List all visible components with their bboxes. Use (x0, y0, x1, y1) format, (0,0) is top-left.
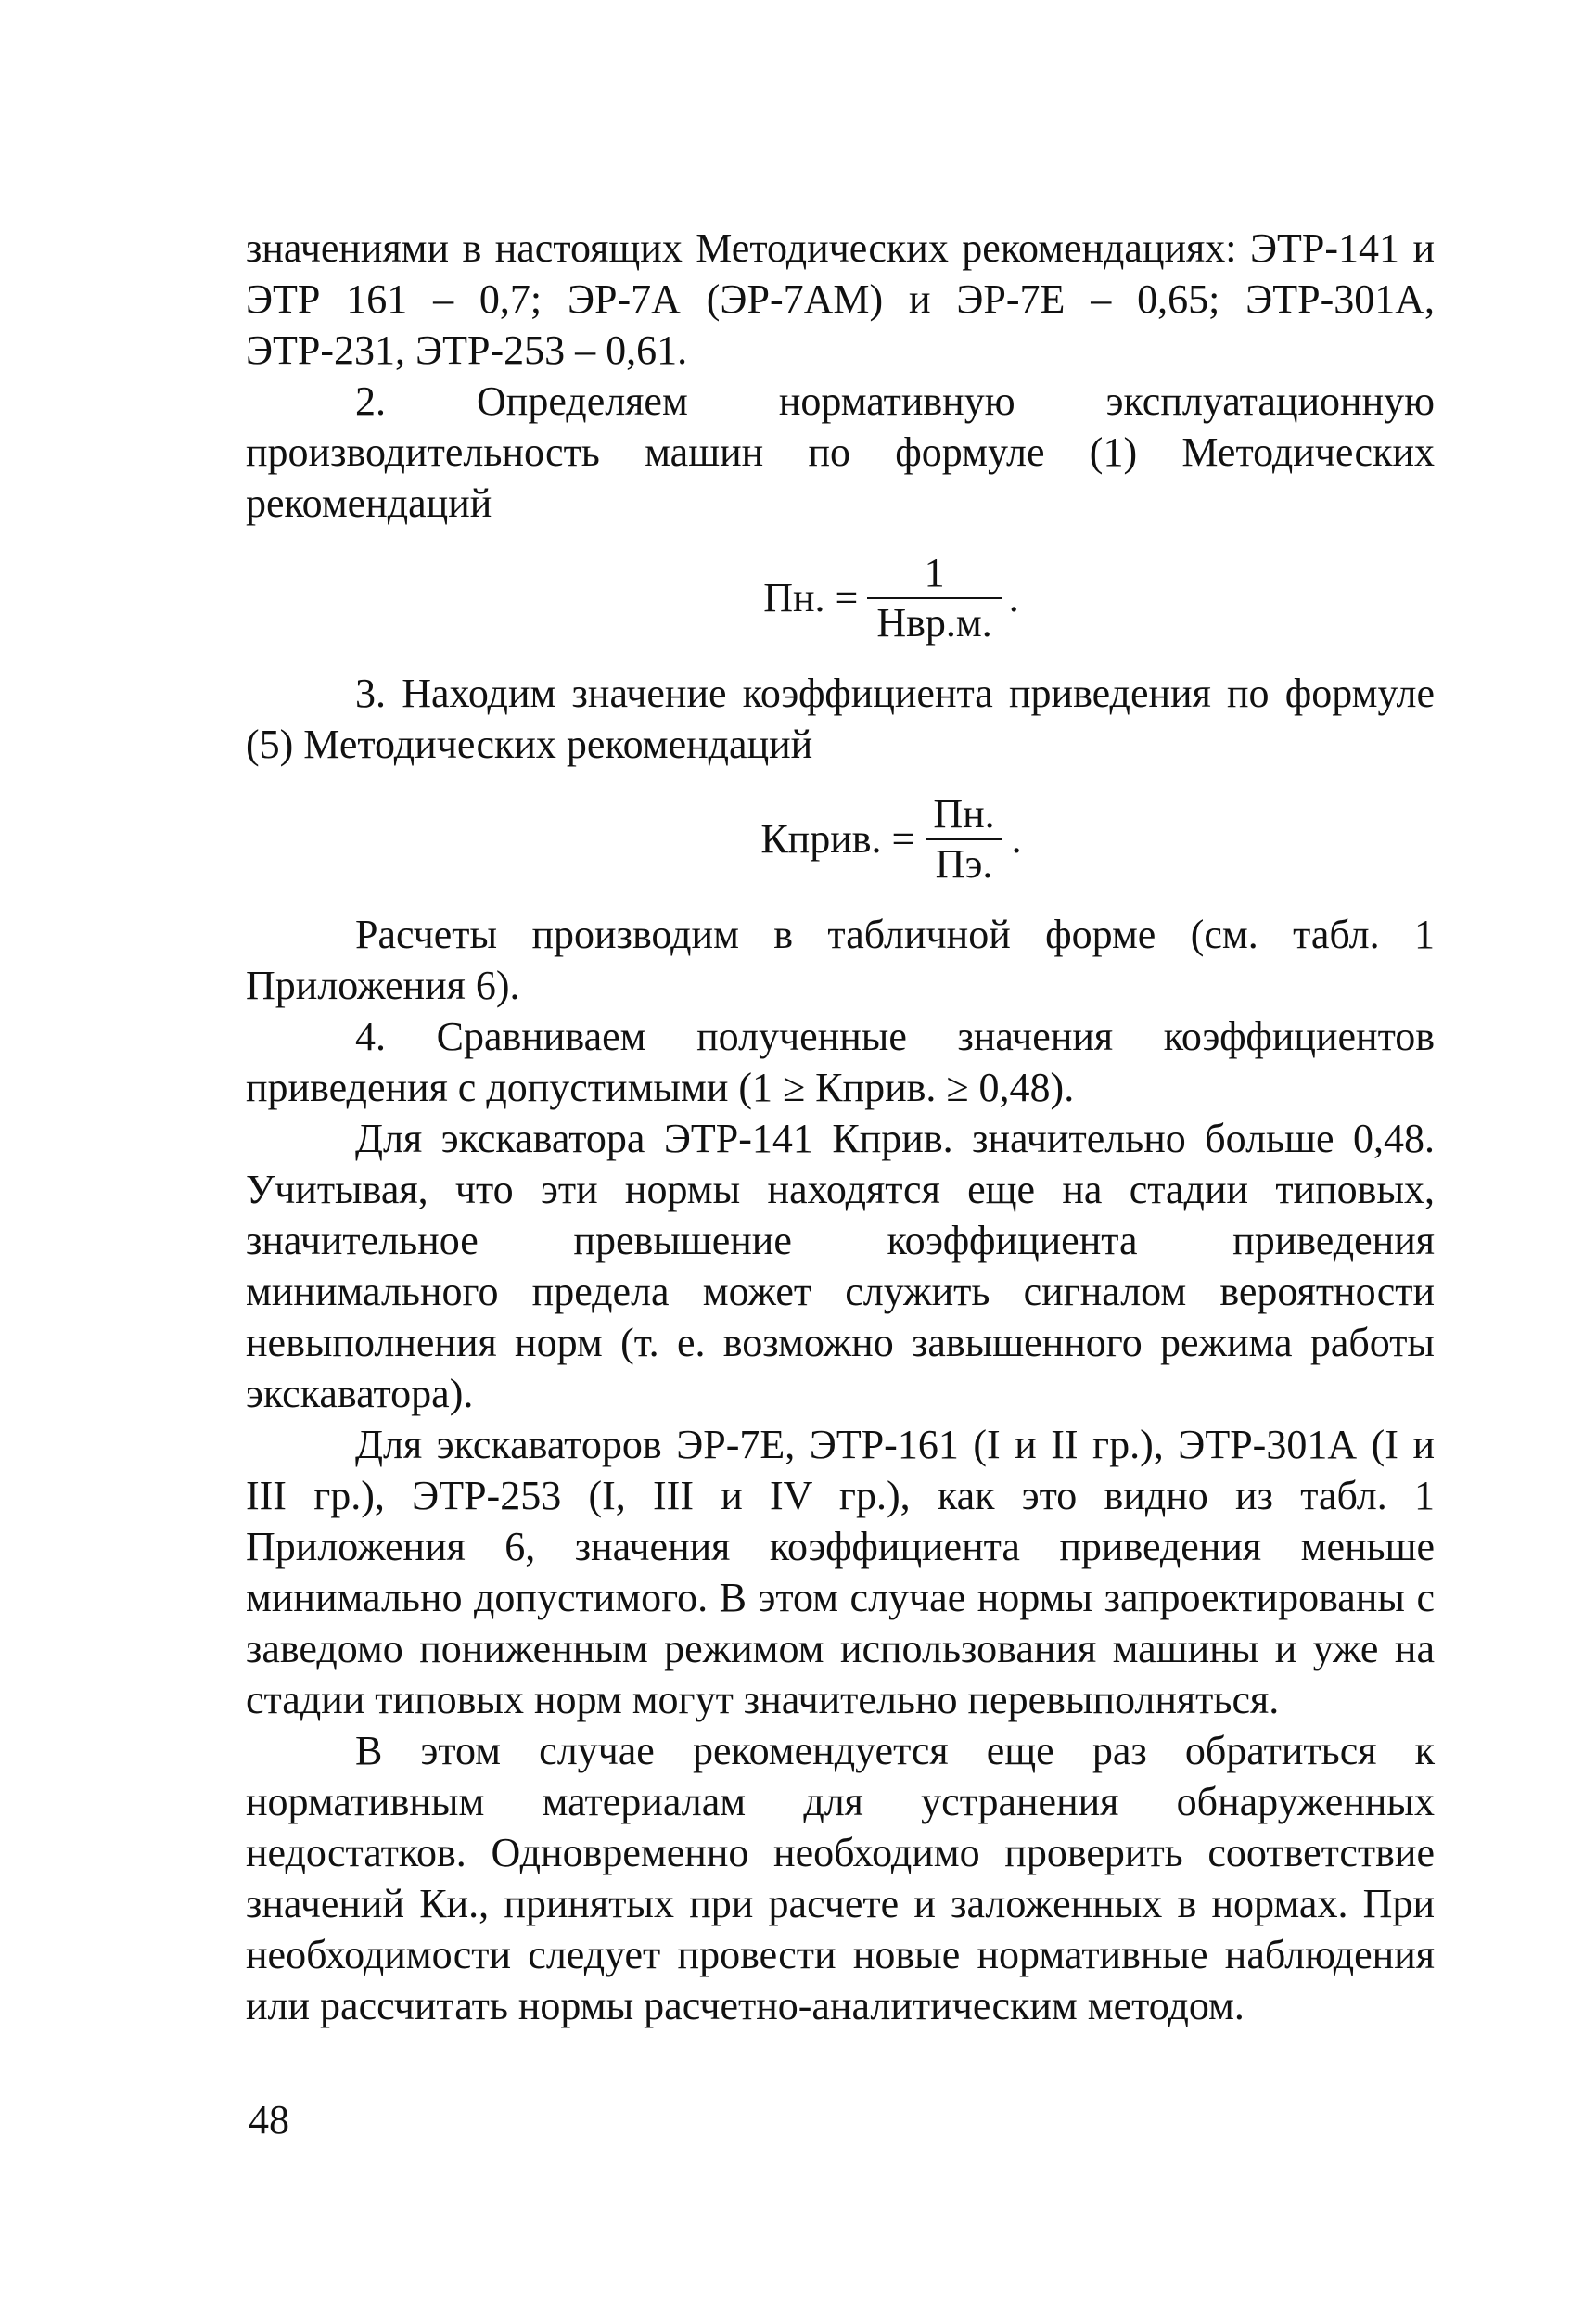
formula-1-lhs: Пн. = (763, 575, 859, 620)
paragraph-4: Расчеты производим в табличной форме (см. табл. 1 Приложения 6). (246, 912, 1435, 1008)
formula-reduction-coefficient (348, 770, 1435, 909)
formula-1-fraction (867, 550, 1001, 646)
paragraph-3: 3. Находим значение коэффициента приведения по формуле (5) Методических рекомендаций (246, 671, 1435, 767)
paragraph-7: Для экскаваторов ЭР-7Е, ЭТР-161 (I и II гр.), ЭТР-301А (I и III гр.), ЭТР-253 (I, III и IV гр.), как это видно из табл. 1 Приложения 6, значения коэффициента приведения меньше минимально допустимого. В этом случае нормы запроектированы с заведомо пониженным режимом использования машины и уже на стадии типовых норм могут значительно перевыполняться. (246, 1422, 1435, 1722)
formula-2-period: . (1011, 816, 1022, 862)
page-body (246, 223, 1435, 2031)
formula-productivity (348, 529, 1435, 668)
formula-1-denominator: Нвр.м. (867, 597, 1001, 644)
formula-2-numerator: Пн. (933, 791, 995, 837)
paragraph-1: значениями в настоящих Методических рекомендациях: ЭТР-141 и ЭТР 161 – 0,7; ЭР-7А (ЭР-7АМ) и ЭР-7Е – 0,65; ЭТР-301А, ЭТР-231, ЭТР-253 – 0,61. (246, 225, 1435, 373)
formula-1-numerator: 1 (924, 550, 945, 595)
paragraph-8: В этом случае рекомендуется еще раз обратиться к нормативным материалам для устранения обнаруженных недостатков. Одновременно необходимо проверить соответствие значений Ки., принятых при расчете и заложенных в нормах. При необходимости следует провести новые нормативные наблюдения или рассчитать нормы расчетно-аналитическим методом. (246, 1728, 1435, 2028)
paragraph-6: Для экскаватора ЭТР-141 Кприв. значительно больше 0,48. Учитывая, что эти нормы находятся еще на стадии типовых, значительное превышение коэффициента приведения минимального предела может служить сигналом вероятности невыполнения норм (т. е. возможно завышенного режима работы экскаватора). (246, 1116, 1435, 1416)
paragraph-5: 4. Сравниваем полученные значения коэффициентов приведения с допустимыми (1 ≥ Кприв. ≥ 0,48). (246, 1014, 1435, 1110)
formula-2-lhs: Кприв. = (760, 816, 915, 862)
formula-1-period: . (1008, 575, 1019, 620)
page-number: 48 (249, 2097, 289, 2142)
paragraph-2: 2. Определяем нормативную эксплуатационную производительность машин по формуле (1) Методических рекомендаций (246, 378, 1435, 526)
formula-2-fraction (924, 791, 1003, 887)
formula-2-denominator: Пэ. (926, 838, 1002, 885)
